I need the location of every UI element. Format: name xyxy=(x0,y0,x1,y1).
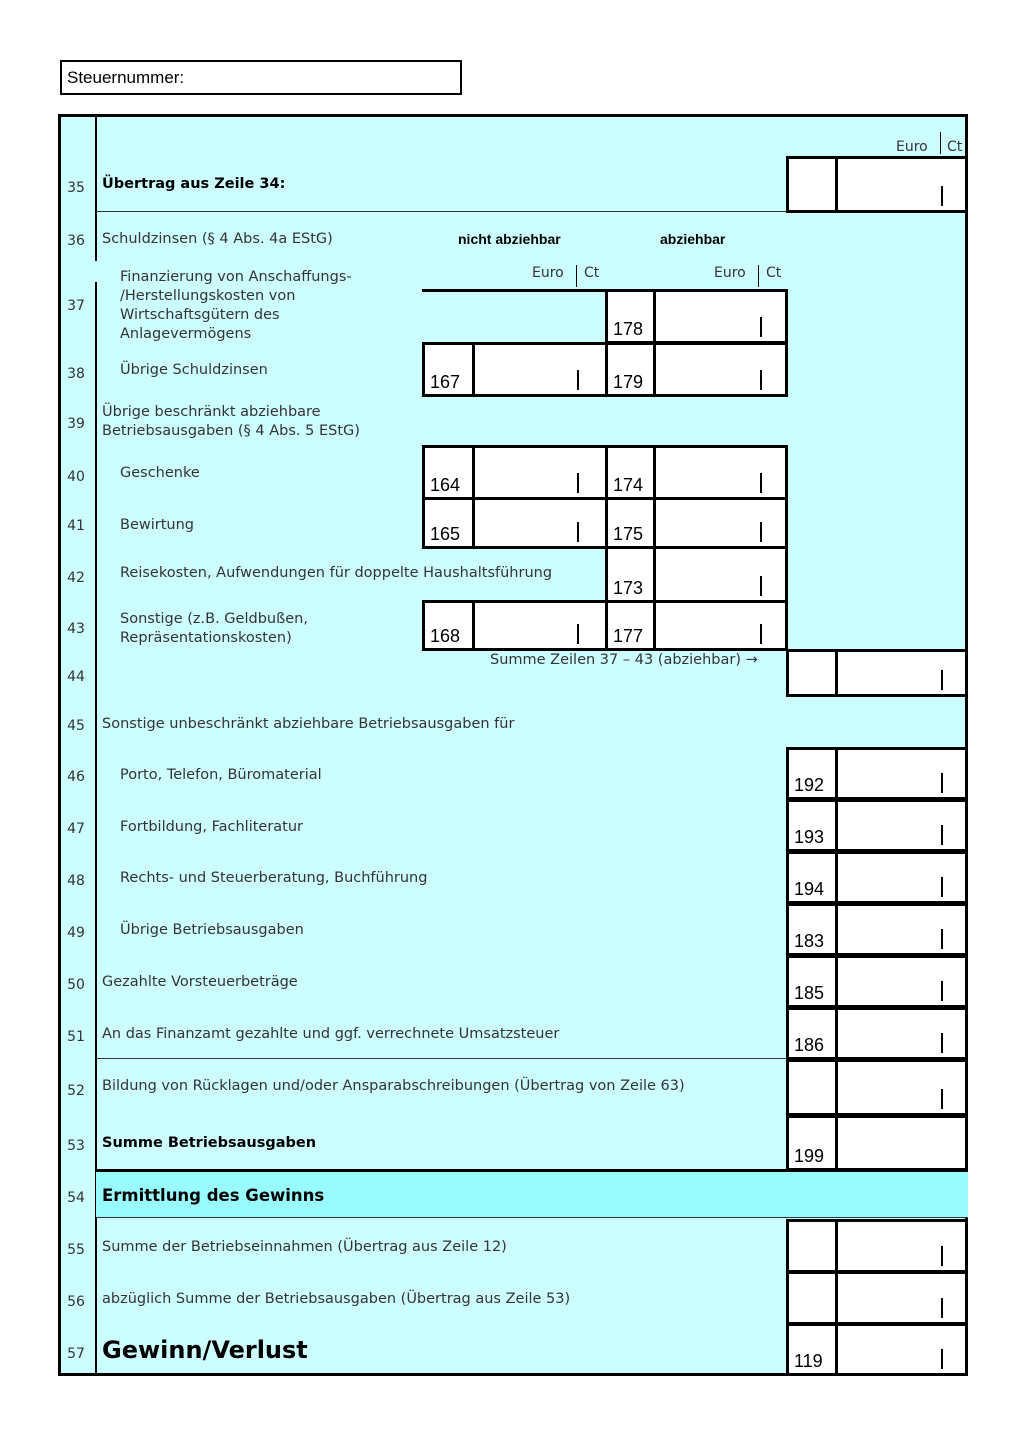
field-code: 194 xyxy=(794,879,825,899)
row-label-line: Anlagevermögens xyxy=(120,326,252,342)
column-abziehbar: abziehbar xyxy=(660,231,726,247)
row-number: 48 xyxy=(67,873,85,889)
row-label: Geschenke xyxy=(120,465,200,481)
separator-line xyxy=(96,211,786,212)
field-code: 167 xyxy=(430,372,461,392)
nicht-abziehbar-field-40[interactable] xyxy=(422,445,608,500)
row-number: 43 xyxy=(67,621,85,637)
row-label-line: Übrige beschränkt abziehbare xyxy=(102,404,321,420)
row-label: Übertrag aus Zeile 34: xyxy=(102,176,286,192)
row-number: 50 xyxy=(67,977,85,993)
euro-header: Euro xyxy=(896,139,928,155)
field-code: 119 xyxy=(794,1351,823,1371)
row-number: 39 xyxy=(67,416,85,432)
field-code: 186 xyxy=(794,1035,825,1055)
row-label: Porto, Telefon, Büromaterial xyxy=(120,767,322,783)
field-code: 193 xyxy=(794,827,825,847)
field-code: 179 xyxy=(613,372,644,392)
amount-field-48[interactable] xyxy=(786,851,968,904)
row-label: Sonstige unbeschränkt abziehbare Betriebsausgaben für xyxy=(102,716,515,732)
amount-field-51[interactable] xyxy=(786,1007,968,1060)
row-label-line: Finanzierung von Anschaffungs- xyxy=(120,269,352,285)
row-number: 57 xyxy=(67,1346,85,1362)
row-number: 55 xyxy=(67,1242,85,1258)
abziehbar-field-41[interactable] xyxy=(605,497,788,549)
row-label: Bildung von Rücklagen und/oder Ansparabschreibungen (Übertrag von Zeile 63) xyxy=(102,1078,685,1094)
row-label-line: Sonstige (z.B. Geldbußen, xyxy=(120,611,308,627)
row-number: 53 xyxy=(67,1138,85,1154)
row-label: Reisekosten, Aufwendungen für doppelte Haushaltsführung xyxy=(120,565,553,581)
field-code: 183 xyxy=(794,931,825,951)
amount-field-55[interactable] xyxy=(786,1219,968,1273)
abziehbar-field-43[interactable] xyxy=(605,600,788,651)
row-number: 40 xyxy=(67,469,85,485)
rule-line xyxy=(422,289,608,292)
euro-header-abziehbar: Euro xyxy=(714,265,746,281)
section-title: Ermittlung des Gewinns xyxy=(102,1186,325,1205)
row-label-line: /Herstellungskosten von xyxy=(120,288,296,304)
ct-header-nicht: Ct xyxy=(584,265,600,281)
abziehbar-field-38[interactable] xyxy=(605,342,788,397)
header-divider xyxy=(576,265,577,287)
nicht-abziehbar-field-41[interactable] xyxy=(422,497,608,549)
field-code: 164 xyxy=(430,475,461,495)
amount-field-49[interactable] xyxy=(786,903,968,956)
row-number: 36 xyxy=(67,233,85,249)
field-code: 185 xyxy=(794,983,825,1003)
row-label-line: Betriebsausgaben (§ 4 Abs. 5 EStG) xyxy=(102,423,360,439)
numcol-gap xyxy=(61,261,97,282)
row-label: An das Finanzamt gezahlte und ggf. verrechnete Umsatzsteuer xyxy=(102,1026,560,1042)
row-label: Schuldzinsen (§ 4 Abs. 4a EStG) xyxy=(102,231,333,247)
euro-header-nicht: Euro xyxy=(532,265,564,281)
amount-field-35[interactable] xyxy=(786,156,968,213)
steuernummer-label: Steuernummer: xyxy=(67,68,185,87)
amount-field-56[interactable] xyxy=(786,1271,968,1325)
ct-header-abziehbar: Ct xyxy=(766,265,782,281)
field-code: 199 xyxy=(794,1146,825,1166)
row-number: 35 xyxy=(67,180,85,196)
row-number: 47 xyxy=(67,821,85,837)
steuernummer-field[interactable] xyxy=(60,60,462,95)
row-number: 51 xyxy=(67,1029,85,1045)
summe-37-43-label: Summe Zeilen 37 – 43 (abziehbar) → xyxy=(490,652,758,668)
amount-field-52[interactable] xyxy=(786,1059,968,1116)
nicht-abziehbar-field-38[interactable] xyxy=(422,342,608,397)
row-label-line: Repräsentationskosten) xyxy=(120,630,292,646)
row-number: 56 xyxy=(67,1294,85,1310)
nicht-abziehbar-field-43[interactable] xyxy=(422,600,608,651)
amount-field-44[interactable] xyxy=(786,649,968,697)
row-number: 45 xyxy=(67,718,85,734)
abziehbar-field-40[interactable] xyxy=(605,445,788,500)
column-nicht-abziehbar: nicht abziehbar xyxy=(458,231,561,247)
row-label: Rechts- und Steuerberatung, Buchführung xyxy=(120,870,428,886)
row-label: Übrige Schuldzinsen xyxy=(120,362,268,378)
row-label: Bewirtung xyxy=(120,517,194,533)
amount-field-46[interactable] xyxy=(786,747,968,800)
row-number: 44 xyxy=(67,669,85,685)
field-code: 177 xyxy=(613,626,644,646)
row-label: Gezahlte Vorsteuerbeträge xyxy=(102,974,298,990)
row-number: 41 xyxy=(67,518,85,534)
ct-header: Ct xyxy=(947,139,963,155)
row-number: 46 xyxy=(67,769,85,785)
field-code: 173 xyxy=(613,578,644,598)
field-code: 168 xyxy=(430,626,461,646)
row-label: Summe Betriebsausgaben xyxy=(102,1135,317,1151)
field-code: 165 xyxy=(430,524,461,544)
row-number: 54 xyxy=(67,1190,85,1206)
row-label: Übrige Betriebsausgaben xyxy=(120,922,304,938)
row-number: 52 xyxy=(67,1083,85,1099)
row-label: abzüglich Summe der Betriebsausgaben (Übertrag aus Zeile 53) xyxy=(102,1291,571,1307)
abziehbar-field-42[interactable] xyxy=(605,546,788,603)
amount-field-50[interactable] xyxy=(786,955,968,1008)
row-label-line: Wirtschaftsgütern des xyxy=(120,307,280,323)
field-code: 174 xyxy=(613,475,644,495)
amount-field-53[interactable] xyxy=(786,1115,968,1171)
row-label: Summe der Betriebseinnahmen (Übertrag aus Zeile 12) xyxy=(102,1239,507,1255)
gewinn-verlust-label: Gewinn/Verlust xyxy=(102,1336,308,1364)
row-number: 37 xyxy=(67,298,85,314)
row-number: 42 xyxy=(67,570,85,586)
row-label: Fortbildung, Fachliteratur xyxy=(120,819,304,835)
field-code: 175 xyxy=(613,524,644,544)
header-divider xyxy=(758,265,759,287)
row-number: 49 xyxy=(67,925,85,941)
header-divider xyxy=(940,132,941,154)
amount-field-57[interactable] xyxy=(786,1323,968,1376)
field-code: 178 xyxy=(613,319,644,339)
row-number: 38 xyxy=(67,366,85,382)
field-code: 192 xyxy=(794,775,825,795)
separator-line xyxy=(96,1058,786,1059)
amount-field-47[interactable] xyxy=(786,799,968,852)
abziehbar-field-37[interactable] xyxy=(605,289,788,344)
